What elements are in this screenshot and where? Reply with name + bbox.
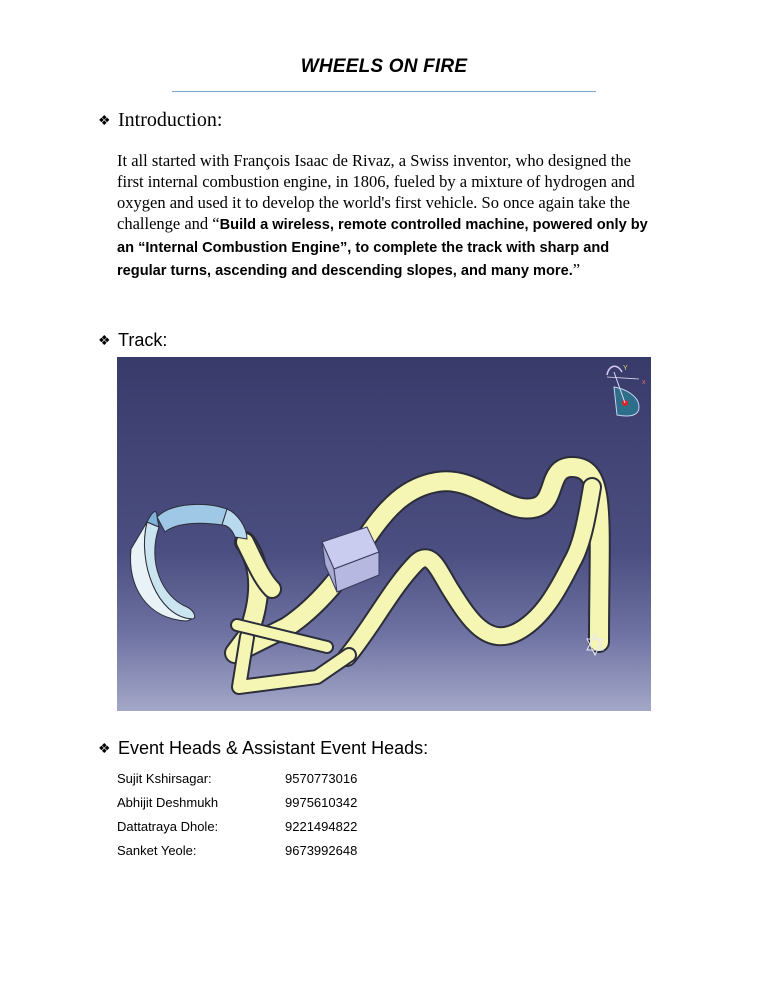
contact-name: Dattatraya Dhole: xyxy=(117,818,219,834)
page-title: WHEELS ON FIRE xyxy=(300,56,468,77)
title-divider xyxy=(172,91,596,92)
diamond-bullet-icon: ❖ xyxy=(98,740,111,756)
track-heading-text: Track: xyxy=(118,330,168,350)
introduction-close-quote: ” xyxy=(572,260,581,279)
contact-row xyxy=(117,766,357,790)
axis-label-y: Y xyxy=(623,365,628,372)
introduction-heading-text: Introduction: xyxy=(118,109,223,131)
contact-name: Abhijit Deshmukh xyxy=(117,794,219,810)
contact-name: Sanket Yeole: xyxy=(117,842,197,858)
contact-row xyxy=(117,790,357,814)
diamond-bullet-icon: ❖ xyxy=(98,332,111,348)
track-render-image xyxy=(117,357,651,711)
contact-phone: 9975610342 xyxy=(285,794,358,810)
introduction-bold-text: Build a wireless, remote controlled machine, powered only by an “Internal Combustion Engine”, to complete the track with sharp and regular turns, ascending and descending slopes, and many more. xyxy=(117,217,648,279)
contact-phone: 9673992648 xyxy=(285,842,358,858)
event-heads-heading-text: Event Heads & Assistant Event Heads: xyxy=(118,738,429,758)
event-heads-heading xyxy=(98,738,428,759)
track-heading xyxy=(98,330,167,351)
contact-phone: 9570773016 xyxy=(285,770,358,786)
contact-list xyxy=(117,766,357,862)
contact-phone: 9221494822 xyxy=(285,818,358,834)
contact-name: Sujit Kshirsagar: xyxy=(117,770,212,786)
diamond-bullet-icon: ❖ xyxy=(98,112,111,128)
introduction-paragraph xyxy=(117,150,657,282)
contact-row xyxy=(117,838,357,862)
introduction-heading xyxy=(98,109,222,132)
introduction-text: It all started with François Isaac de Rivaz, a Swiss inventor, who designed the first internal combustion engine, in 1806, fueled by a mixture of hydrogen and oxygen and used it to develop the world's first vehicle. So once again take the challenge and “ xyxy=(117,151,635,233)
axis-label-x: x xyxy=(642,379,646,386)
contact-row xyxy=(117,814,357,838)
